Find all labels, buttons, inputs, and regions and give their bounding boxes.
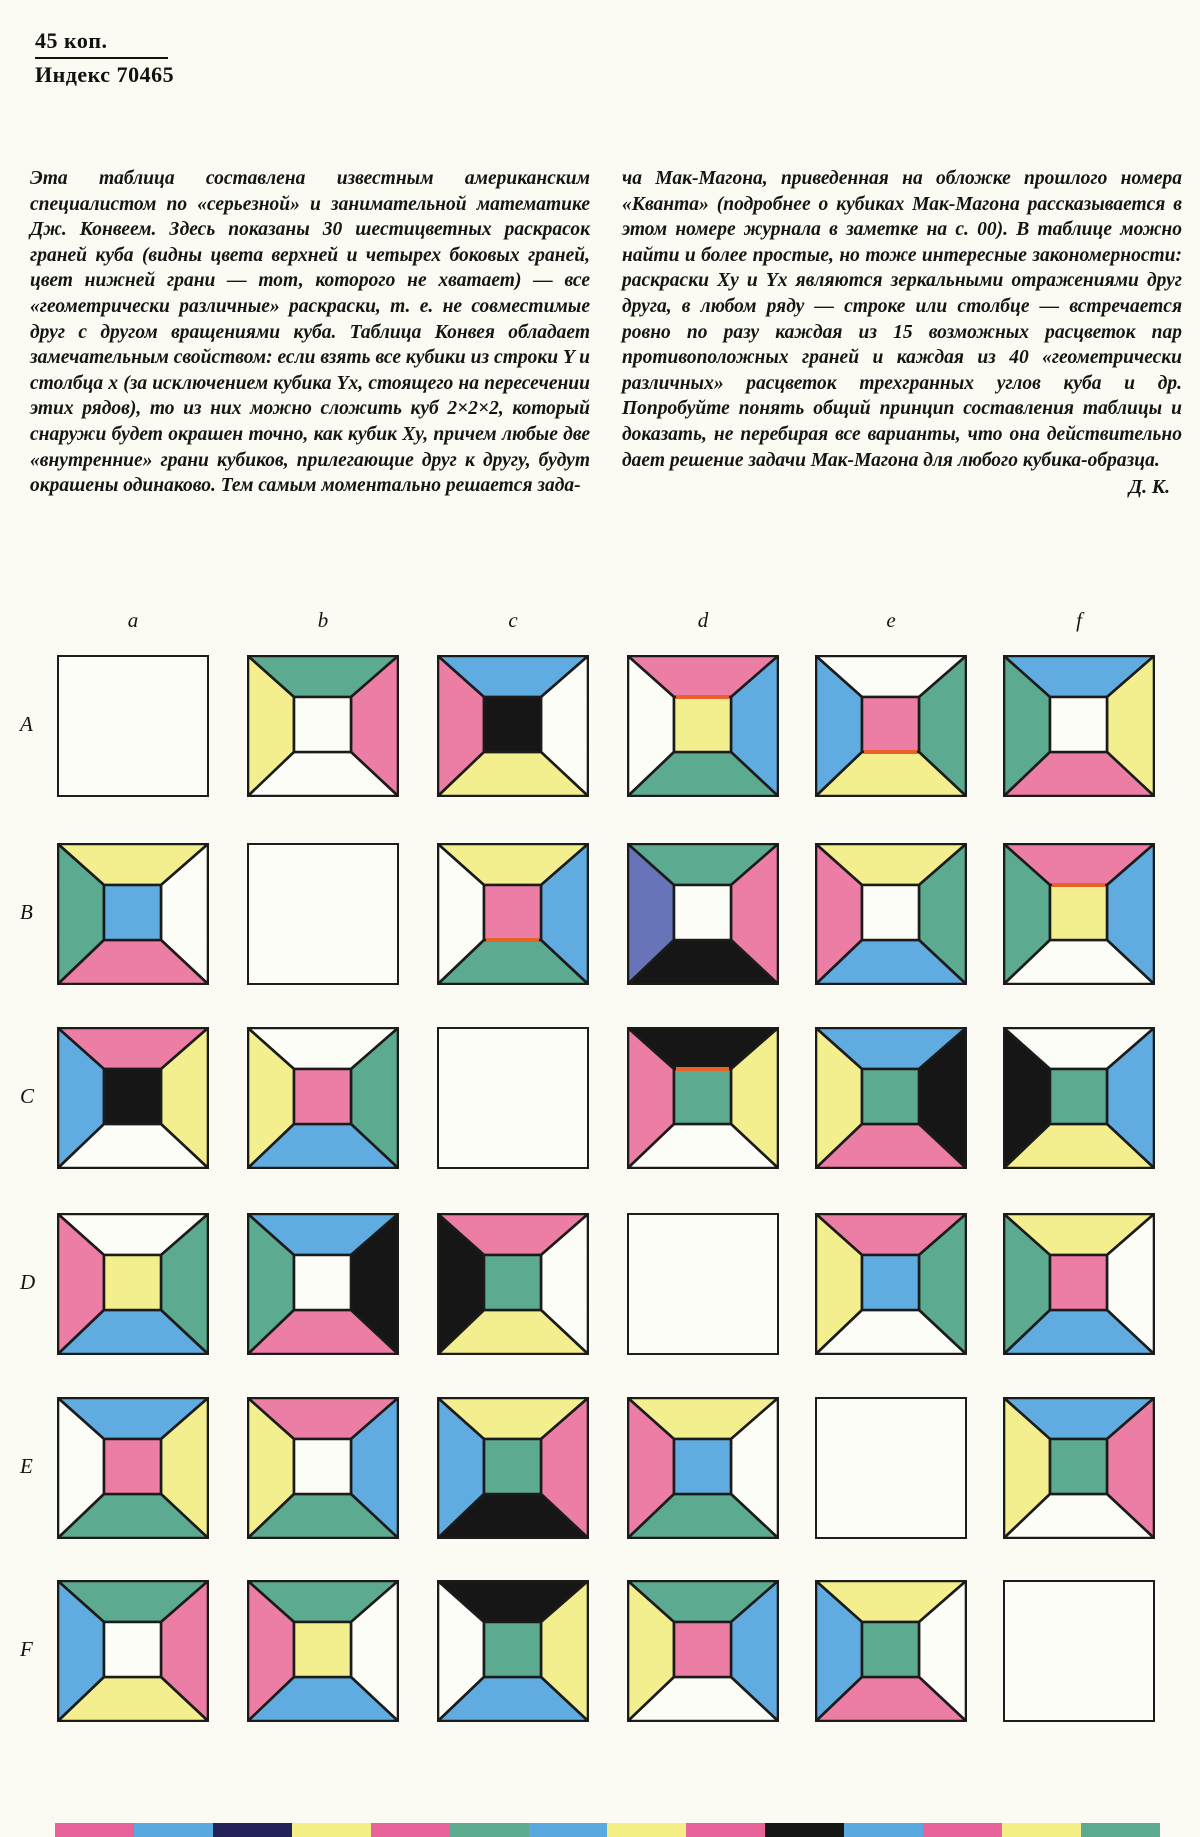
strip-segment [55, 1823, 134, 1837]
cube-Ad [627, 655, 779, 797]
strip-segment [607, 1823, 686, 1837]
cube-Dc [437, 1213, 589, 1355]
cube-Df [1003, 1213, 1155, 1355]
cube-Fd [627, 1580, 779, 1722]
article-right-text: ча Мак-Магона, приведенная на обложке прошлого номера «Кванта» (подробнее о кубиках Мак-Магона рассказывается в этом номере журнала в заметке на с. 00). В таблице можно найти и более простые, но тоже интересные закономерности: раскраски Xy и Yx являются зеркальными отражениями друг друга, в любом ряду — строке или столбце — встречается ровно по разу каждая из 15 возможных расцветок пар противоположных граней и каждая из 40 «геометрически различных» расцветок трехгранных углов куба и др. Попробуйте понять общий принцип составления таблицы и доказать, не перебирая все варианты, что она действительно дает решение задачи Мак-Магона для любого кубика-образца. [622, 168, 1182, 471]
cube-Ae [815, 655, 967, 797]
empty-cell-Dd [627, 1213, 779, 1355]
row-label-F: F [20, 1637, 33, 1661]
cube-Ed [627, 1397, 779, 1539]
strip-segment [923, 1823, 1002, 1837]
cube-Bc [437, 843, 589, 985]
column-label-e: e [886, 608, 896, 632]
subscription-index: Индекс 70465 [35, 62, 175, 87]
cube-Bd [627, 843, 779, 985]
cube-Ea [57, 1397, 209, 1539]
column-label-a: a [127, 608, 139, 632]
author-signature: Д. К. [1128, 477, 1170, 499]
cube-Cb [247, 1027, 399, 1169]
column-label-d: d [697, 608, 709, 632]
empty-cell-Ff [1003, 1580, 1155, 1722]
bottom-color-strip [55, 1823, 1160, 1837]
column-label-f: f [1076, 608, 1082, 632]
cube-Ac [437, 655, 589, 797]
cube-Ec [437, 1397, 589, 1539]
empty-cell-Cc [437, 1027, 589, 1169]
column-label-c: c [508, 608, 518, 632]
strip-segment [765, 1823, 844, 1837]
cube-Be [815, 843, 967, 985]
cube-Fa [57, 1580, 209, 1722]
cube-Eb [247, 1397, 399, 1539]
row-label-A: A [20, 712, 33, 736]
cube-Ca [57, 1027, 209, 1169]
strip-segment [450, 1823, 529, 1837]
cube-Ef [1003, 1397, 1155, 1539]
row-label-E: E [20, 1454, 33, 1478]
cube-Da [57, 1213, 209, 1355]
cube-Ce [815, 1027, 967, 1169]
strip-segment [1002, 1823, 1081, 1837]
cube-Af [1003, 655, 1155, 797]
row-label-B: B [20, 900, 33, 924]
empty-cell-Aa [57, 655, 209, 797]
strip-segment [844, 1823, 923, 1837]
cube-De [815, 1213, 967, 1355]
cube-Cf [1003, 1027, 1155, 1169]
strip-segment [686, 1823, 765, 1837]
price-label: 45 коп. [35, 28, 168, 59]
cube-Ba [57, 843, 209, 985]
empty-cell-Ee [815, 1397, 967, 1539]
row-label-D: D [20, 1270, 36, 1294]
cube-Fb [247, 1580, 399, 1722]
strip-segment [213, 1823, 292, 1837]
cube-Db [247, 1213, 399, 1355]
cube-Ab [247, 655, 399, 797]
strip-segment [371, 1823, 450, 1837]
cube-Bf [1003, 843, 1155, 985]
cube-Fe [815, 1580, 967, 1722]
strip-segment [292, 1823, 371, 1837]
article-left-column: Эта таблица составлена известным американским специалистом по «серьезной» и занимательной математике Дж. Конвеем. Здесь показаны 30 шестицветных раскрасок граней куба (видны цвета верхней и четырех боковых граней, цвет нижней грани — тот, которого не хватает) — все «геометрически различные» раскраски, т. е. не совместимые друг с другом вращениями куба. Таблица Конвея обладает замечательным свойством: если взять все кубики из строки Y и столбца x (за исключением кубика Yx, стоящего на пересечении этих рядов), то из них можно сложить куб 2×2×2, который снаружи будет окрашен точно, как кубик Xy, причем любые две «внутренние» грани кубиков, прилегающие друг к другу, будут окрашены одинаково. Тем самым моментально решается зада- [30, 168, 590, 497]
strip-segment [1081, 1823, 1160, 1837]
strip-segment [134, 1823, 213, 1837]
strip-segment [529, 1823, 608, 1837]
empty-cell-Bb [247, 843, 399, 985]
column-label-b: b [317, 608, 329, 632]
row-label-C: C [20, 1084, 35, 1108]
cube-Fc [437, 1580, 589, 1722]
cube-Cd [627, 1027, 779, 1169]
